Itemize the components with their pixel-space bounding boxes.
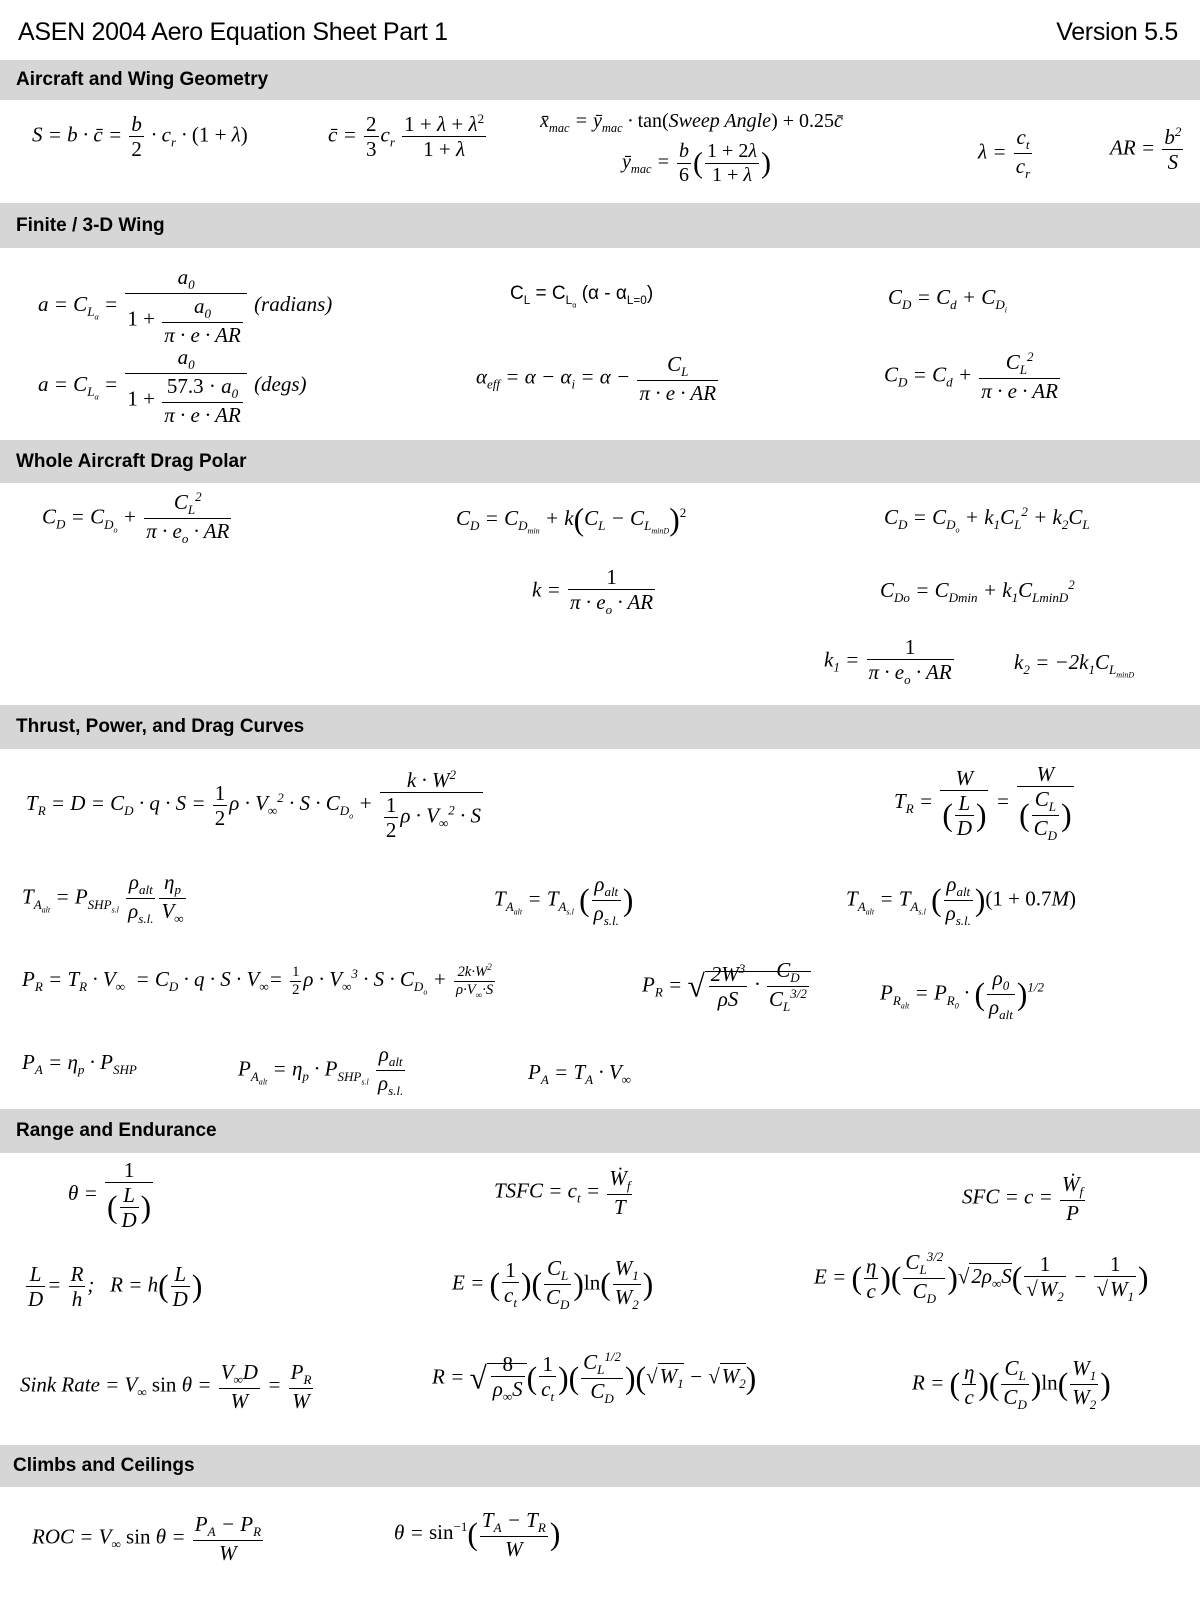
eq-drag-polar-min: $C_D = C_{D_{min}} + k(C_L - C_{L_{minD}})^2$	[456, 502, 687, 537]
degs-label: (degs)	[254, 372, 307, 397]
eq-mean-chord: c̄ = $\frac{2}{3}$ $c_r$ $\frac{1 + \lambda + \lambda^2}{1 + \lambda}$	[328, 111, 485, 162]
eq-power-available-alt: $P_{A_{alt}} = \eta_p \cdot P_{SHP_{s.l}}$ $\frac{\rho_{alt}}{\rho_{s.l.}}$	[238, 1042, 404, 1099]
radians-label: (radians)	[254, 292, 333, 317]
eq-k2: $k_2 = -2k_1C_{L_{minD}}$	[1014, 650, 1135, 680]
eq-thrust-alt-mach: $T_{A_{alt}} = T_{A_{s.l}}$ ( $\frac{\rho_{alt}}{\rho_{s.l.}}$ )(1 + 0.7M)	[846, 872, 1077, 929]
eq-thrust-alt-jet: $T_{A_{alt}} = T_{A_{s.l}}$ ( $\frac{\rho_{alt}}{\rho_{s.l.}}$ )	[494, 872, 634, 929]
section-climbs-ceilings: Climbs and Ceilings	[0, 1445, 1200, 1487]
eq-cdo: $C_{Do} = C_{Dmin} + k_1C_{LminD}^2$	[880, 577, 1075, 606]
eq-glide-angle: θ = 1 ( $\frac{L}{D}$ )	[68, 1158, 152, 1233]
section-drag-polar: Whole Aircraft Drag Polar	[0, 440, 1200, 483]
eq-power-available: $P_A = \eta_p \cdot P_{SHP}$	[22, 1050, 137, 1078]
eq-power-available-jet: $P_A = T_A \cdot V_\infty$	[528, 1060, 631, 1088]
eq-drag-polar-k1k2: $C_D = C_{D_o} + k_1C_L^2 + k_2C_L$	[884, 504, 1090, 535]
eq-range-prop: R = ( $\frac{\eta}{c}$ )( $\frac{C_L}{C_D}$ )ln( $\frac{W_1}{W_2}$ )	[912, 1356, 1111, 1413]
sink-rate-label: Sink Rate	[20, 1372, 100, 1397]
eq-k1: $k_1$ = $\frac{1}{\pi \cdot e_o \cdot AR}$	[824, 635, 952, 688]
eq-effective-aoa: $\alpha_{eff} = \alpha - \alpha_i = \alpha$ − $\frac{C_L}{\pi \cdot e \cdot AR}$	[476, 352, 717, 406]
eq-power-required: $P_R = T_R \cdot V_\infty = C_D \cdot q \cdot S \cdot V_\infty=$ $\frac{1}{2}$ $\rho \cdot V_\infty^3 \cdot S \cdot C_{D_o}$ + $\frac{2k\cdot W^2}{\rho\cdot V_\infty\cdot S}$	[22, 962, 494, 1000]
eq-wing-area: S = b · c̄ = $\frac{b}{2}$ · $c_r \cdot (1 + \lambda)$	[32, 112, 248, 162]
eq-lift-slope-radians: $a = C_{L_\alpha}$ = $a_0$ 1 + $\frac{a_0}{\pi \cdot e \cdot AR}$ (radians)	[38, 265, 333, 348]
eq-sink-rate: Sink Rate = $V_\infty$ sin θ = $\frac{V_\infty D}{W}$ = $\frac{P_R}{W}$	[20, 1360, 312, 1414]
section-finite-wing: Finite / 3-D Wing	[0, 203, 1200, 248]
eq-drag-polar-basic: $C_D = C_{D_o}$ + $\frac{C_L^2}{\pi \cdot e_o \cdot AR}$	[42, 489, 230, 547]
eq-thrust-alt-prop: $T_{A_{alt}} = P_{SHP_{s.l}}$ $\frac{\rho_{alt}}{\rho_{s.l.}}$ $\frac{\eta_p}{V_\infty}$	[22, 870, 184, 927]
eq-aspect-ratio: AR = $\frac{b^2}{S}$	[1110, 124, 1182, 175]
eq-sfc: SFC = c = $\frac{Ẇ_f}{P}$	[962, 1172, 1084, 1226]
sweep-angle-text: Sweep Angle	[668, 110, 772, 132]
section-thrust-power-drag: Thrust, Power, and Drag Curves	[0, 705, 1200, 749]
eq-xmac: $x̄_{mac}$ = $ȳ_{mac}$ · tan(Sweep Angle) + 0.25c̄	[540, 110, 843, 135]
eq-thrust-required: $T_R = D = C_D \cdot q \cdot S$ = $\frac{1}{2}$ $\rho \cdot V_\infty^2 \cdot S \cdot C_{D_o}$ + $k \cdot W^2$ $\frac{1}{2}$ $\rho \cdot V_\infty^2 \cdot S$	[26, 767, 482, 843]
eq-range-jet: R = √ $\frac{8}{\rho_\infty S}$ ( $\frac{1}{c_t}$ )( $\frac{C_L^{1/2}}{C_D}$ )$(√W_1 - √W_2)$	[432, 1349, 757, 1407]
eq-drag-wing-induced: $C_D = C_d$ + $\frac{C_L^2}{\pi \cdot e \cdot AR}$	[884, 349, 1058, 404]
eq-endurance-prop: E = ( $\frac{\eta}{c}$ )( $\frac{C_L^{3/2}}{C_D}$ )$√2\rho_\infty S$( $\frac{1}{√W_2}$ − $\frac{1}{√W_1}$ )	[814, 1249, 1149, 1307]
eq-drag-wing: $C_D = C_d + C_{D_i}$	[888, 285, 1007, 315]
eq-endurance-jet: E = ( $\frac{1}{c_t}$ )( $\frac{C_L}{C_D}$ )ln( $\frac{W_1}{W_2}$ )	[452, 1256, 654, 1313]
section-aircraft-wing-geometry: Aircraft and Wing Geometry	[0, 60, 1200, 100]
eq-climb-angle: $\theta = \sin^{-1}$( $\frac{T_A - T_R}{W}$ )	[394, 1508, 561, 1562]
eq-tsfc: TSFC = $c_t$ = $\frac{Ẇ_f}{T}$	[494, 1166, 631, 1220]
eq-k-factor: k = $\frac{1}{\pi \cdot e_o \cdot AR}$	[532, 565, 654, 618]
page-title: ASEN 2004 Aero Equation Sheet Part 1	[18, 18, 448, 46]
eq-power-required-sqrt: $P_R$ = √ $\frac{2W^3}{\rho S}$ · $\frac{C_D}{C_L^{3/2}}$	[642, 958, 811, 1015]
eq-ymac: $ȳ_{mac}$ = $\frac{b}{6}$ ( $\frac{1 + 2\lambda}{1 + \lambda}$ )	[622, 140, 771, 186]
eq-taper-ratio: λ = $\frac{c_t}{c_r}$	[978, 125, 1031, 182]
eq-lift-coefficient: $C_L = C_{L_\alpha}$ $(\alpha - \alpha_{L=0})$	[510, 283, 654, 310]
eq-thrust-required-ld: $T_R$ = W ( $\frac{L}{D}$ ) = W ( $\frac{C_L}{C_D}$ )	[894, 762, 1072, 844]
eq-glide-range: $\frac{L}{D}$ = $\frac{R}{h}$ ; R = h( $\frac{L}{D}$ )	[28, 1262, 203, 1312]
section-range-endurance: Range and Endurance	[0, 1109, 1200, 1153]
eq-lift-slope-degs: $a = C_{L_\alpha}$ = $a_0$ 1 + $\frac{57.3 \cdot a_0}{\pi \cdot e \cdot AR}$ (degs)	[38, 345, 307, 428]
eq-power-required-alt: $P_{R_{alt}} = P_{R_0}$ · ( $\frac{\rho_0}{\rho_{alt}}$ )$^{1/2}$	[880, 966, 1045, 1023]
eq-rate-of-climb: ROC = $V_\infty$ sin θ = $\frac{P_A - P_R}{W}$	[32, 1512, 262, 1566]
version-label: Version 5.5	[1056, 18, 1178, 46]
